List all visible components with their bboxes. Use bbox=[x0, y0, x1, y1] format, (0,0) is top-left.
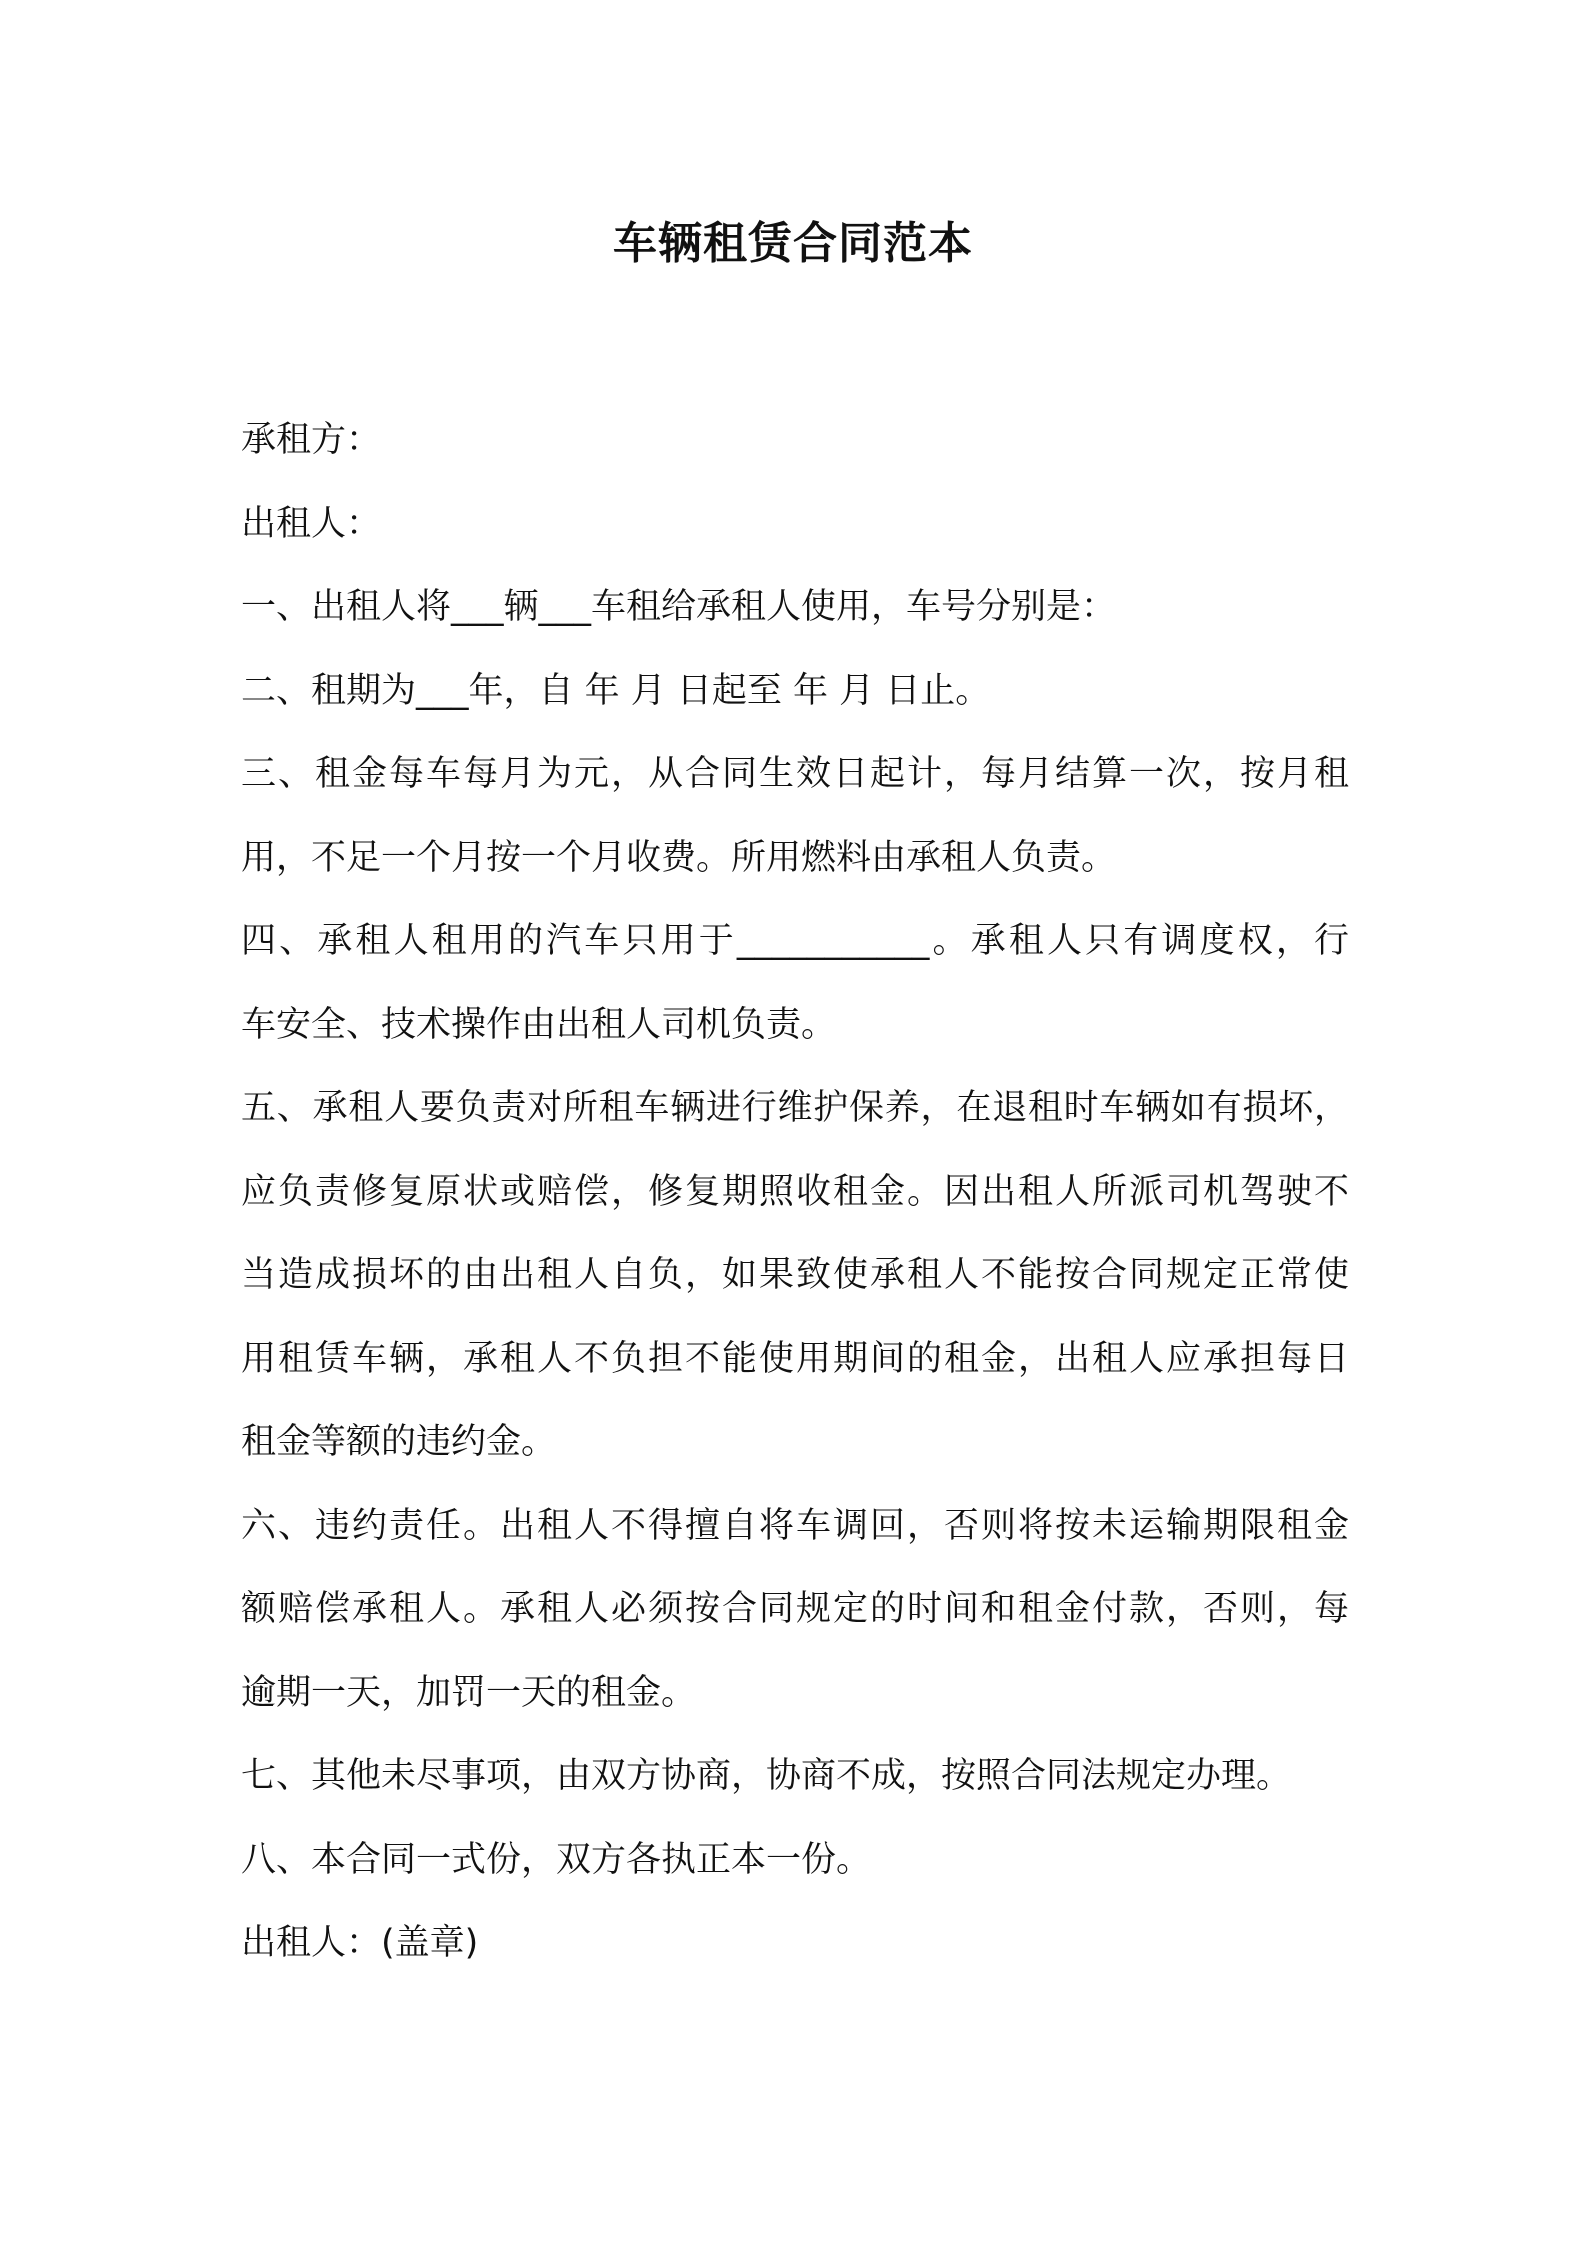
contract-line: 当造成损坏的由出租人自负，如果致使承租人不能按合同规定正常使 bbox=[241, 1255, 1349, 1295]
contract-line: 应负责修复原状或赔偿，修复期照收租金。因出租人所派司机驾驶不 bbox=[241, 1171, 1349, 1212]
document-title: 车辆租赁合同范本 bbox=[613, 218, 973, 269]
contract-line: 四、承租人租用的汽车只用于___________。承租人只有调度权，行 bbox=[241, 921, 1349, 961]
contract-line: 八、本合同一式份，双方各执正本一份。 bbox=[241, 1839, 872, 1880]
contract-line: 出租人：(盖章) bbox=[241, 1923, 479, 1963]
contract-line: 六、违约责任。出租人不得擅自将车调回，否则将按未运输期限租金 bbox=[241, 1505, 1349, 1546]
contract-line: 二、租期为___年，自 年 月 日起至 年 月 日止。 bbox=[241, 670, 991, 711]
contract-line: 额赔偿承租人。承租人必须按合同规定的时间和租金付款，否则，每 bbox=[241, 1589, 1349, 1629]
contract-line: 用，不足一个月按一个月收费。所用燃料由承租人负责。 bbox=[241, 837, 1117, 878]
contract-line: 五、承租人要负责对所租车辆进行维护保养，在退租时车辆如有损坏， bbox=[241, 1088, 1349, 1128]
contract-line: 租金等额的违约金。 bbox=[241, 1422, 557, 1462]
contract-line: 车安全、技术操作由出租人司机负责。 bbox=[241, 1004, 837, 1045]
contract-line: 三、租金每车每月为元，从合同生效日起计，每月结算一次，按月租 bbox=[241, 754, 1349, 794]
contract-line: 一、出租人将___辆___车租给承租人使用，车号分别是： bbox=[241, 587, 1117, 627]
contract-line: 七、其他未尽事项，由双方协商，协商不成，按照合同法规定办理。 bbox=[241, 1756, 1292, 1796]
contract-line: 逾期一天，加罚一天的租金。 bbox=[241, 1672, 697, 1713]
contract-line: 用租赁车辆，承租人不负担不能使用期间的租金，出租人应承担每日 bbox=[241, 1338, 1349, 1379]
contract-line: 出租人： bbox=[241, 503, 382, 544]
document-body bbox=[241, 410, 1349, 1997]
contract-line: 承租方： bbox=[241, 420, 382, 460]
